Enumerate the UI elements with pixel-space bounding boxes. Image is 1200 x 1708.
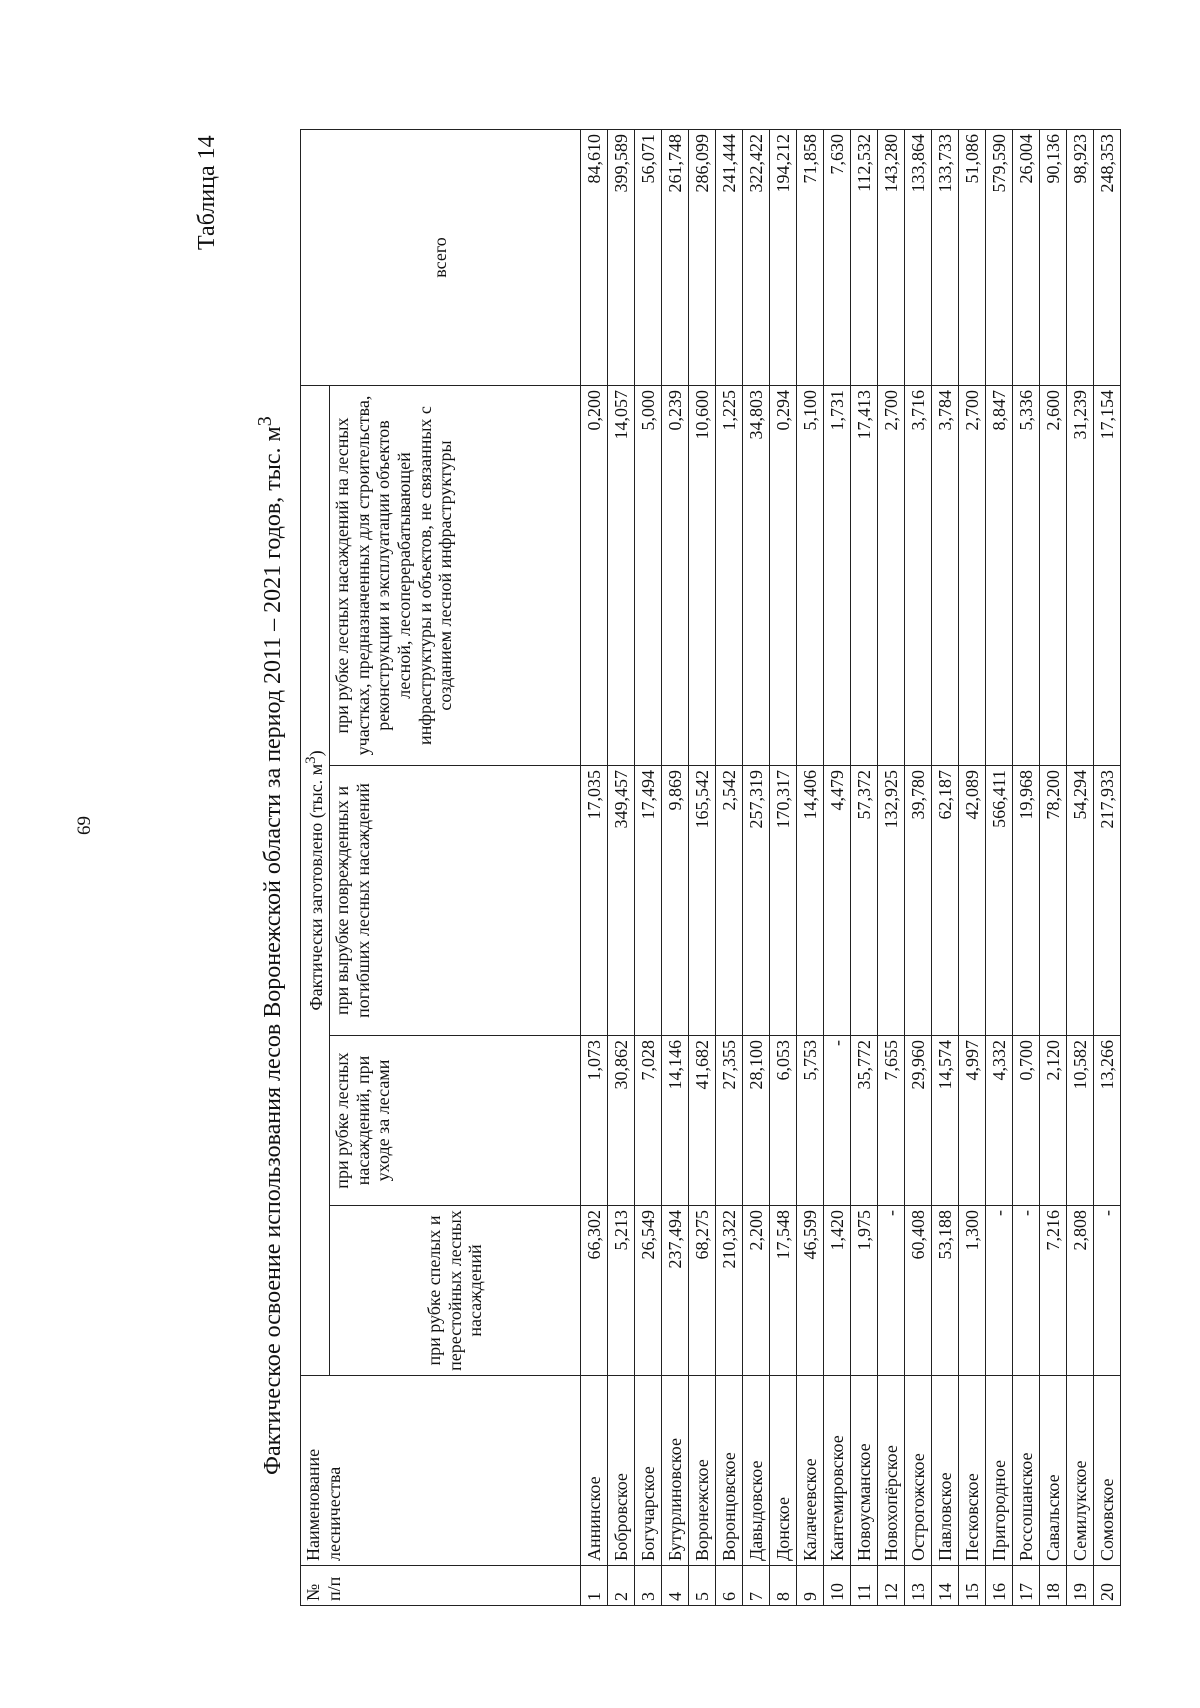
mature-cell: 5,213 (608, 1206, 635, 1376)
header-group-superscript: 3 (303, 756, 319, 764)
damaged-cell: 566,411 (986, 766, 1013, 1036)
mature-cell: 26,549 (635, 1206, 662, 1376)
row-number-cell: 5 (689, 1566, 716, 1606)
care-cell: 10,582 (1067, 1036, 1094, 1206)
forestry-name-cell: Бутурлиновское (662, 1376, 689, 1566)
row-number-cell: 10 (824, 1566, 851, 1606)
total-cell: 51,086 (959, 129, 986, 385)
title-text: Фактическое освоение использования лесов Воронежской области за период 2011 – 2021 годов, тыс. м (260, 426, 286, 1475)
construction-cell: 34,803 (743, 385, 770, 765)
care-cell: 27,355 (716, 1036, 743, 1206)
damaged-cell: 165,542 (689, 766, 716, 1036)
mature-cell: 2,808 (1067, 1206, 1094, 1376)
table-row (797, 129, 824, 1605)
construction-cell: 5,100 (797, 385, 824, 765)
forestry-name-cell: Донское (770, 1376, 797, 1566)
care-cell: 14,574 (932, 1036, 959, 1206)
construction-cell: 5,336 (1013, 385, 1040, 765)
total-cell: 112,532 (851, 129, 878, 385)
forestry-name-cell: Песковское (959, 1376, 986, 1566)
damaged-cell: 170,317 (770, 766, 797, 1036)
table-label: Таблица 14 (194, 135, 220, 250)
table-row (851, 129, 878, 1605)
care-cell: 0,700 (1013, 1036, 1040, 1206)
construction-cell: 0,200 (581, 385, 608, 765)
damaged-cell: 257,319 (743, 766, 770, 1036)
row-number-cell: 3 (635, 1566, 662, 1606)
row-number-cell: 12 (878, 1566, 905, 1606)
total-cell: 579,590 (986, 129, 1013, 385)
forestry-name-cell: Савальское (1040, 1376, 1067, 1566)
table-row (1094, 129, 1121, 1605)
mature-cell: 66,302 (581, 1206, 608, 1376)
damaged-cell: 17,035 (581, 766, 608, 1036)
damaged-cell: 217,933 (1094, 766, 1121, 1036)
damaged-cell: 14,406 (797, 766, 824, 1036)
total-cell: 71,858 (797, 129, 824, 385)
forestry-name-cell: Аннинское (581, 1376, 608, 1566)
forestry-name-cell: Бобровское (608, 1376, 635, 1566)
mature-cell: 53,188 (932, 1206, 959, 1376)
table-row (635, 129, 662, 1605)
mature-cell: - (986, 1206, 1013, 1376)
row-number-cell: 4 (662, 1566, 689, 1606)
care-cell: 29,960 (905, 1036, 932, 1206)
care-cell: 7,028 (635, 1036, 662, 1206)
forest-usage-table (300, 129, 1121, 1606)
damaged-cell: 2,542 (716, 766, 743, 1036)
mature-cell: 1,420 (824, 1206, 851, 1376)
table-row (959, 129, 986, 1605)
total-cell: 84,610 (581, 129, 608, 385)
header-group-text: Фактически заготовлено (тыс. м (306, 763, 326, 1011)
header-row-1 (301, 129, 330, 1605)
total-cell: 241,444 (716, 129, 743, 385)
forestry-name-cell: Сомовское (1094, 1376, 1121, 1566)
construction-cell: 14,057 (608, 385, 635, 765)
title-superscript: 3 (254, 416, 276, 427)
damaged-cell: 78,200 (1040, 766, 1067, 1036)
care-cell: 28,100 (743, 1036, 770, 1206)
total-cell: 322,422 (743, 129, 770, 385)
row-number-cell: 6 (716, 1566, 743, 1606)
table-row (689, 129, 716, 1605)
table-row (1013, 129, 1040, 1605)
mature-cell: 68,275 (689, 1206, 716, 1376)
care-cell: 7,655 (878, 1036, 905, 1206)
row-number-cell: 19 (1067, 1566, 1094, 1606)
construction-cell: 17,413 (851, 385, 878, 765)
care-cell: 2,120 (1040, 1036, 1067, 1206)
damaged-cell: 19,968 (1013, 766, 1040, 1036)
construction-cell: 3,716 (905, 385, 932, 765)
table-row (932, 129, 959, 1605)
header-damaged: при вырубке поврежденных и погибших лесных насаждений (330, 766, 581, 1036)
table-row (824, 129, 851, 1605)
damaged-cell: 54,294 (1067, 766, 1094, 1036)
total-cell: 261,748 (662, 129, 689, 385)
care-cell: 1,073 (581, 1036, 608, 1206)
mature-cell: - (878, 1206, 905, 1376)
damaged-cell: 4,479 (824, 766, 851, 1036)
forestry-name-cell: Россошанское (1013, 1376, 1040, 1566)
header-total: всего (301, 129, 581, 385)
mature-cell: 1,975 (851, 1206, 878, 1376)
total-cell: 399,589 (608, 129, 635, 385)
care-cell: 13,266 (1094, 1036, 1121, 1206)
mature-cell: 237,494 (662, 1206, 689, 1376)
forestry-name-cell: Новохопёрское (878, 1376, 905, 1566)
total-cell: 143,280 (878, 129, 905, 385)
total-cell: 133,733 (932, 129, 959, 385)
table-row (662, 129, 689, 1605)
mature-cell: - (1094, 1206, 1121, 1376)
total-cell: 194,212 (770, 129, 797, 385)
total-cell: 56,071 (635, 129, 662, 385)
total-cell: 7,630 (824, 129, 851, 385)
forestry-name-cell: Давыдовское (743, 1376, 770, 1566)
page-number: 69 (74, 816, 95, 835)
row-number-cell: 1 (581, 1566, 608, 1606)
header-num: № п/п (301, 1566, 581, 1606)
forestry-name-cell: Пригородное (986, 1376, 1013, 1566)
forestry-name-cell: Острогожское (905, 1376, 932, 1566)
forest-usage-table-wrapper (300, 130, 1117, 1606)
document-title (254, 175, 287, 1475)
table-row (743, 129, 770, 1605)
header-name: Наименование лесничества (301, 1376, 581, 1566)
damaged-cell: 57,372 (851, 766, 878, 1036)
table-row (581, 129, 608, 1605)
construction-cell: 1,731 (824, 385, 851, 765)
care-cell: - (824, 1036, 851, 1206)
damaged-cell: 39,780 (905, 766, 932, 1036)
construction-cell: 17,154 (1094, 385, 1121, 765)
row-number-cell: 2 (608, 1566, 635, 1606)
damaged-cell: 132,925 (878, 766, 905, 1036)
forestry-name-cell: Богучарское (635, 1376, 662, 1566)
total-cell: 133,864 (905, 129, 932, 385)
row-number-cell: 7 (743, 1566, 770, 1606)
mature-cell: 46,599 (797, 1206, 824, 1376)
construction-cell: 3,784 (932, 385, 959, 765)
construction-cell: 1,225 (716, 385, 743, 765)
header-group-close: ) (306, 750, 326, 757)
header-group (301, 385, 330, 1375)
table-row (905, 129, 932, 1605)
total-cell: 248,353 (1094, 129, 1121, 385)
total-cell: 286,099 (689, 129, 716, 385)
row-number-cell: 15 (959, 1566, 986, 1606)
care-cell: 14,146 (662, 1036, 689, 1206)
damaged-cell: 9,869 (662, 766, 689, 1036)
table-row (878, 129, 905, 1605)
care-cell: 6,053 (770, 1036, 797, 1206)
care-cell: 4,332 (986, 1036, 1013, 1206)
construction-cell: 8,847 (986, 385, 1013, 765)
construction-cell: 2,700 (878, 385, 905, 765)
construction-cell: 2,700 (959, 385, 986, 765)
total-cell: 90,136 (1040, 129, 1067, 385)
table-row (770, 129, 797, 1605)
mature-cell: - (1013, 1206, 1040, 1376)
care-cell: 30,862 (608, 1036, 635, 1206)
construction-cell: 2,600 (1040, 385, 1067, 765)
forestry-name-cell: Семилукское (1067, 1376, 1094, 1566)
damaged-cell: 42,089 (959, 766, 986, 1036)
forestry-name-cell: Павловское (932, 1376, 959, 1566)
mature-cell: 2,200 (743, 1206, 770, 1376)
care-cell: 41,682 (689, 1036, 716, 1206)
row-number-cell: 9 (797, 1566, 824, 1606)
header-care: при рубке лесных насаждений, при уходе за лесами (330, 1036, 581, 1206)
construction-cell: 10,600 (689, 385, 716, 765)
row-number-cell: 20 (1094, 1566, 1121, 1606)
table-body (581, 129, 1121, 1605)
table-row (608, 129, 635, 1605)
care-cell: 5,753 (797, 1036, 824, 1206)
table-row (1067, 129, 1094, 1605)
forestry-name-cell: Калачеевское (797, 1376, 824, 1566)
damaged-cell: 349,457 (608, 766, 635, 1036)
care-cell: 4,997 (959, 1036, 986, 1206)
header-mature: при рубке спелых и перестойных лесных насаждений (330, 1206, 581, 1376)
care-cell: 35,772 (851, 1036, 878, 1206)
row-number-cell: 14 (932, 1566, 959, 1606)
forestry-name-cell: Кантемировское (824, 1376, 851, 1566)
mature-cell: 60,408 (905, 1206, 932, 1376)
row-number-cell: 13 (905, 1566, 932, 1606)
row-number-cell: 11 (851, 1566, 878, 1606)
row-number-cell: 16 (986, 1566, 1013, 1606)
construction-cell: 0,294 (770, 385, 797, 765)
mature-cell: 1,300 (959, 1206, 986, 1376)
construction-cell: 5,000 (635, 385, 662, 765)
table-row (716, 129, 743, 1605)
damaged-cell: 17,494 (635, 766, 662, 1036)
damaged-cell: 62,187 (932, 766, 959, 1036)
mature-cell: 7,216 (1040, 1206, 1067, 1376)
forestry-name-cell: Новоусманское (851, 1376, 878, 1566)
row-number-cell: 8 (770, 1566, 797, 1606)
forestry-name-cell: Воронцовское (716, 1376, 743, 1566)
forestry-name-cell: Воронежское (689, 1376, 716, 1566)
row-number-cell: 18 (1040, 1566, 1067, 1606)
total-cell: 26,004 (1013, 129, 1040, 385)
construction-cell: 31,239 (1067, 385, 1094, 765)
header-construction: при рубке лесных насаждений на лесных участках, предназначенных для строительства, реконструкции и эксплуатации объектов лесной, лесоперерабатывающей инфраструктуры и объектов, не связанных с созданием лесной инфраструктуры (330, 385, 581, 765)
mature-cell: 17,548 (770, 1206, 797, 1376)
table-row (1040, 129, 1067, 1605)
row-number-cell: 17 (1013, 1566, 1040, 1606)
table-row (986, 129, 1013, 1605)
mature-cell: 210,322 (716, 1206, 743, 1376)
construction-cell: 0,239 (662, 385, 689, 765)
total-cell: 98,923 (1067, 129, 1094, 385)
